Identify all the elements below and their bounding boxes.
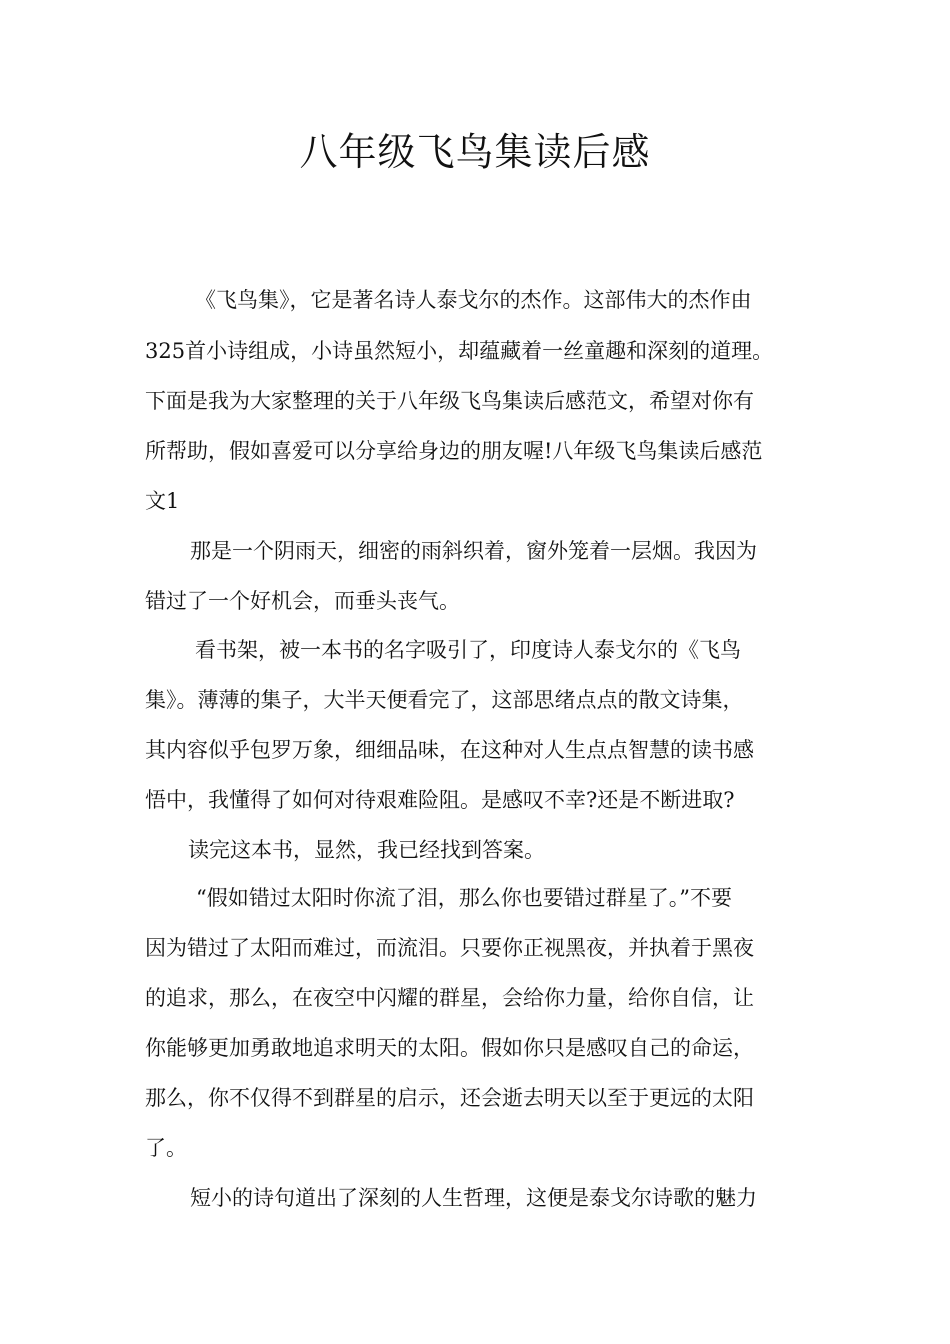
text-line: 你能够更加勇敢地追求明天的太阳。假如你只是感叹自己的命运， — [145, 1036, 754, 1060]
text-line: “假如错过太阳时你流了泪，那么你也要错过群星了。”不要 — [196, 886, 732, 910]
text-line: 325首小诗组成，小诗虽然短小，却蕴藏着一丝童趣和深刻的道理。 — [145, 339, 774, 363]
text-line: 所帮助，假如喜爱可以分享给身边的朋友喔!八年级飞鸟集读后感范 — [145, 439, 763, 463]
text-line: 悟中，我懂得了如何对待艰难险阻。是感叹不幸?还是不断进取? — [145, 788, 735, 812]
text-line: 错过了一个好机会，而垂头丧气。 — [145, 589, 460, 613]
page-title: 八年级飞鸟集读后感 — [299, 130, 651, 174]
text-line: 下面是我为大家整理的关于八年级飞鸟集读后感范文，希望对你有 — [145, 389, 754, 413]
text-line: 那么，你不仅得不到群星的启示，还会逝去明天以至于更远的太阳 — [145, 1086, 754, 1110]
text-line: 文1 — [145, 489, 180, 513]
text-line: 了。 — [145, 1136, 187, 1160]
text-line: 短小的诗句道出了深刻的人生哲理，这便是泰戈尔诗歌的魅力 — [190, 1186, 757, 1210]
text-line: 其内容似乎包罗万象，细细品味，在这种对人生点点智慧的读书感 — [145, 738, 754, 762]
text-line: 看书架，被一本书的名字吸引了，印度诗人泰戈尔的《飞鸟 — [195, 638, 741, 662]
text-line: 的追求，那么，在夜空中闪耀的群星，会给你力量，给你自信，让 — [145, 986, 754, 1010]
text-line: 读完这本书，显然，我已经找到答案。 — [188, 838, 545, 862]
text-line: 那是一个阴雨天，细密的雨斜织着，窗外笼着一层烟。我因为 — [190, 539, 757, 563]
text-line: 因为错过了太阳而难过，而流泪。只要你正视黑夜，并执着于黑夜 — [145, 936, 754, 960]
text-line: 《飞鸟集》，它是著名诗人泰戈尔的杰作。这部伟大的杰作由 — [195, 288, 752, 312]
text-line: 集》。薄薄的集子，大半天便看完了，这部思绪点点的散文诗集， — [145, 688, 744, 712]
